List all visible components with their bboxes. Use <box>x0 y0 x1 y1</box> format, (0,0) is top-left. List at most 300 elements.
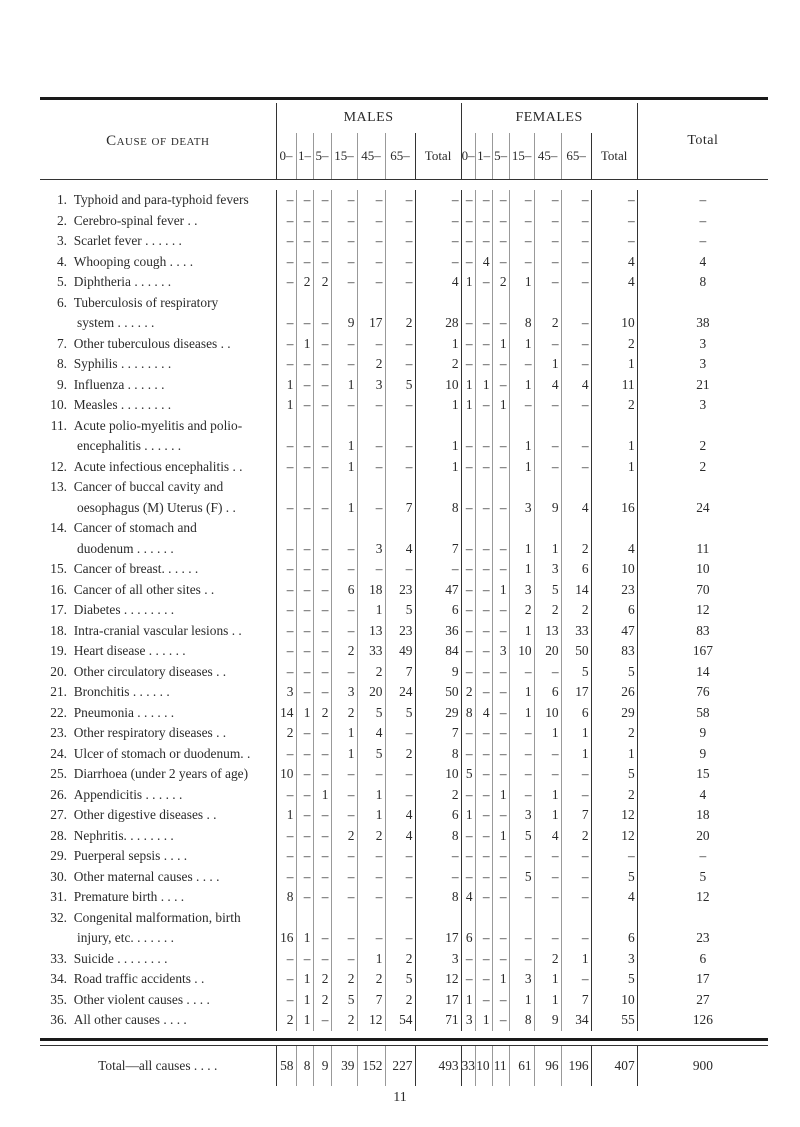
female-count-cell: 26 <box>591 682 637 703</box>
cause-number: 16. <box>50 581 67 597</box>
female-count-cell: – <box>534 887 561 908</box>
row-total-cell <box>637 518 768 539</box>
cause-cell <box>40 334 276 355</box>
row-total-cell: 58 <box>637 703 768 724</box>
cause-number: 18. <box>50 622 67 638</box>
table-row <box>40 190 768 211</box>
row-total-cell: 167 <box>637 641 768 662</box>
female-count-cell <box>475 477 492 498</box>
row-total-cell <box>637 908 768 929</box>
female-count-cell: – <box>492 211 509 232</box>
male-count-cell: – <box>385 231 415 252</box>
male-count-cell: 6 <box>331 580 357 601</box>
female-count-cell <box>561 293 591 314</box>
cause-number: 24. <box>50 745 67 761</box>
male-count-cell: – <box>296 231 313 252</box>
male-count-cell: – <box>415 559 461 580</box>
female-count-cell: – <box>475 211 492 232</box>
male-count-cell: – <box>296 641 313 662</box>
female-count-cell <box>561 477 591 498</box>
females-age-header: 0– <box>461 133 475 180</box>
female-count-cell: – <box>475 539 492 560</box>
page-number: 11 <box>393 1090 407 1105</box>
female-count-cell <box>561 908 591 929</box>
male-count-cell: – <box>313 211 331 232</box>
female-count-cell: 3 <box>461 1010 475 1031</box>
male-count-cell: – <box>385 190 415 211</box>
female-count-cell: 4 <box>591 887 637 908</box>
table-row <box>40 498 768 519</box>
male-total-cell: 493 <box>415 1045 461 1086</box>
male-count-cell: – <box>313 539 331 560</box>
row-total-cell: 18 <box>637 805 768 826</box>
male-count-cell: 1 <box>357 785 385 806</box>
male-count-cell: – <box>415 867 461 888</box>
female-count-cell: 23 <box>591 580 637 601</box>
male-count-cell: – <box>276 867 296 888</box>
row-total-cell: 17 <box>637 969 768 990</box>
male-count-cell <box>415 518 461 539</box>
male-count-cell <box>276 477 296 498</box>
cause-label: oesophagus (M) Uterus (F) . . <box>77 499 236 515</box>
female-count-cell: 47 <box>591 621 637 642</box>
female-count-cell <box>534 518 561 539</box>
table-row <box>40 395 768 416</box>
male-count-cell: – <box>357 867 385 888</box>
female-count-cell: 7 <box>561 990 591 1011</box>
row-total-cell: – <box>637 231 768 252</box>
cause-cell <box>40 600 276 621</box>
male-count-cell <box>313 477 331 498</box>
row-total-cell: 12 <box>637 887 768 908</box>
table-row <box>40 272 768 293</box>
cause-cell <box>40 416 276 437</box>
female-count-cell: 3 <box>534 559 561 580</box>
female-count-cell: – <box>461 498 475 519</box>
grand-total-row <box>40 1045 768 1086</box>
female-count-cell: – <box>475 457 492 478</box>
male-count-cell: – <box>313 498 331 519</box>
male-count-cell: – <box>276 272 296 293</box>
female-count-cell: – <box>475 764 492 785</box>
cause-number: 13. <box>50 479 67 495</box>
cause-label: Nephritis. . . . . . . . <box>73 827 174 843</box>
female-count-cell: 5 <box>591 867 637 888</box>
male-count-cell: – <box>296 805 313 826</box>
grand-total-label: Total—all causes . . . . <box>40 1045 276 1086</box>
female-count-cell: – <box>492 190 509 211</box>
female-count-cell: – <box>492 354 509 375</box>
table-row <box>40 375 768 396</box>
table-row <box>40 826 768 847</box>
male-count-cell: – <box>357 334 385 355</box>
female-count-cell <box>461 908 475 929</box>
male-count-cell: – <box>276 641 296 662</box>
female-count-cell: 83 <box>591 641 637 662</box>
male-count-cell: 2 <box>357 826 385 847</box>
female-count-cell: – <box>461 334 475 355</box>
cause-of-death-header: Cause of death <box>40 103 276 180</box>
female-count-cell: 1 <box>461 395 475 416</box>
male-count-cell: – <box>331 887 357 908</box>
cause-cell <box>40 723 276 744</box>
cause-number: 34. <box>50 971 67 987</box>
table-row <box>40 990 768 1011</box>
male-count-cell: 10 <box>415 764 461 785</box>
male-count-cell: – <box>276 354 296 375</box>
male-count-cell: 2 <box>357 354 385 375</box>
table-row <box>40 621 768 642</box>
female-count-cell: 33 <box>561 621 591 642</box>
cause-cell <box>40 887 276 908</box>
male-count-cell: 1 <box>276 805 296 826</box>
female-count-cell: 1 <box>509 539 534 560</box>
male-count-cell: 4 <box>357 723 385 744</box>
female-count-cell: 10 <box>591 559 637 580</box>
male-count-cell: – <box>276 190 296 211</box>
cause-label: Acute polio-myelitis and polio- <box>73 417 243 433</box>
male-count-cell: – <box>357 887 385 908</box>
row-total-cell: 4 <box>637 252 768 273</box>
female-total-cell: 61 <box>509 1045 534 1086</box>
male-count-cell: 1 <box>331 498 357 519</box>
female-count-cell: – <box>475 641 492 662</box>
male-count-cell: – <box>296 887 313 908</box>
male-count-cell: 2 <box>385 990 415 1011</box>
table-row <box>40 252 768 273</box>
female-count-cell: 1 <box>509 621 534 642</box>
cause-label: Suicide . . . . . . . . <box>73 950 168 966</box>
cause-cell <box>40 949 276 970</box>
male-count-cell: – <box>331 928 357 949</box>
female-count-cell: 1 <box>534 539 561 560</box>
cause-label: Scarlet fever . . . . . . <box>73 233 182 249</box>
mortality-table-sheet <box>40 103 768 1086</box>
cause-label: Other tuberculous diseases . . <box>73 335 231 351</box>
male-count-cell: – <box>296 744 313 765</box>
male-total-cell: 58 <box>276 1045 296 1086</box>
male-count-cell: 1 <box>357 949 385 970</box>
female-count-cell <box>591 908 637 929</box>
male-count-cell: 12 <box>357 1010 385 1031</box>
male-count-cell: 1 <box>296 1010 313 1031</box>
male-count-cell <box>331 416 357 437</box>
male-count-cell: 2 <box>331 1010 357 1031</box>
male-count-cell: 5 <box>385 969 415 990</box>
female-count-cell: 1 <box>534 785 561 806</box>
male-count-cell: – <box>313 600 331 621</box>
male-count-cell <box>313 293 331 314</box>
cause-number: 21. <box>50 684 67 700</box>
table-row <box>40 477 768 498</box>
male-count-cell: – <box>331 272 357 293</box>
female-count-cell: 4 <box>591 272 637 293</box>
row-total-cell: 6 <box>637 949 768 970</box>
cause-label: Puerperal sepsis . . . . <box>73 848 188 864</box>
male-count-cell: – <box>331 539 357 560</box>
female-count-cell: 10 <box>534 703 561 724</box>
male-count-cell: 1 <box>415 436 461 457</box>
row-total-cell: 15 <box>637 764 768 785</box>
female-count-cell: – <box>591 190 637 211</box>
cause-cell <box>40 211 276 232</box>
male-count-cell: – <box>276 969 296 990</box>
female-count-cell: – <box>492 744 509 765</box>
female-count-cell: – <box>492 252 509 273</box>
males-age-header: 0– <box>276 133 296 180</box>
female-count-cell: 3 <box>509 805 534 826</box>
male-count-cell: – <box>385 395 415 416</box>
male-count-cell <box>296 477 313 498</box>
male-count-cell: – <box>296 457 313 478</box>
table-row <box>40 600 768 621</box>
table-row <box>40 518 768 539</box>
male-count-cell: 1 <box>276 375 296 396</box>
cause-cell <box>40 682 276 703</box>
cause-label: Other circulatory diseases . . <box>73 663 227 679</box>
male-count-cell: – <box>415 211 461 232</box>
cause-cell <box>40 1010 276 1031</box>
female-count-cell: 5 <box>534 580 561 601</box>
female-count-cell: 7 <box>561 805 591 826</box>
female-count-cell: – <box>561 887 591 908</box>
male-total-cell: 9 <box>313 1045 331 1086</box>
female-count-cell <box>492 518 509 539</box>
female-count-cell: 1 <box>591 744 637 765</box>
male-count-cell: 5 <box>357 703 385 724</box>
female-count-cell <box>461 518 475 539</box>
female-count-cell: – <box>534 744 561 765</box>
female-count-cell: 3 <box>509 580 534 601</box>
male-count-cell: – <box>331 252 357 273</box>
male-count-cell: – <box>357 395 385 416</box>
male-count-cell: 2 <box>331 826 357 847</box>
male-count-cell: 2 <box>415 354 461 375</box>
male-count-cell: – <box>313 559 331 580</box>
female-count-cell: – <box>492 559 509 580</box>
male-count-cell: – <box>357 559 385 580</box>
cause-label: Other digestive diseases . . <box>73 807 217 823</box>
male-count-cell: 5 <box>385 375 415 396</box>
cause-cell <box>40 231 276 252</box>
female-count-cell: – <box>534 211 561 232</box>
female-count-cell: 2 <box>534 949 561 970</box>
female-total-cell: 11 <box>492 1045 509 1086</box>
female-count-cell: 4 <box>591 252 637 273</box>
female-count-cell: – <box>492 457 509 478</box>
male-count-cell: 9 <box>331 313 357 334</box>
cause-label: Pneumonia . . . . . . <box>73 704 175 720</box>
male-count-cell: 8 <box>415 744 461 765</box>
male-count-cell: – <box>385 436 415 457</box>
row-total-cell: 14 <box>637 662 768 683</box>
male-count-cell: – <box>331 949 357 970</box>
females-header: FEMALES <box>461 103 637 133</box>
row-total-cell: 9 <box>637 744 768 765</box>
female-count-cell: 6 <box>534 682 561 703</box>
female-count-cell: – <box>475 867 492 888</box>
female-count-cell: – <box>475 559 492 580</box>
female-count-cell: – <box>475 354 492 375</box>
female-count-cell: – <box>475 498 492 519</box>
female-count-cell <box>461 416 475 437</box>
table-row <box>40 1010 768 1031</box>
male-count-cell: 29 <box>415 703 461 724</box>
female-count-cell: – <box>461 949 475 970</box>
male-count-cell: 6 <box>415 600 461 621</box>
male-count-cell: – <box>296 559 313 580</box>
male-count-cell: 2 <box>313 969 331 990</box>
cause-cell <box>40 539 276 560</box>
female-count-cell <box>591 518 637 539</box>
female-count-cell: – <box>475 436 492 457</box>
male-count-cell: – <box>385 846 415 867</box>
male-count-cell: 1 <box>296 334 313 355</box>
male-count-cell <box>331 293 357 314</box>
female-count-cell: 3 <box>509 498 534 519</box>
cause-label: system . . . . . . <box>77 315 155 331</box>
cause-label: Ulcer of stomach or duodenum. . <box>73 745 251 761</box>
female-count-cell <box>492 293 509 314</box>
row-total-cell: 27 <box>637 990 768 1011</box>
female-count-cell: 12 <box>591 805 637 826</box>
female-count-cell: 2 <box>591 395 637 416</box>
male-count-cell: – <box>331 764 357 785</box>
female-count-cell: – <box>561 457 591 478</box>
male-count-cell: – <box>357 211 385 232</box>
female-count-cell: 9 <box>534 498 561 519</box>
table-row <box>40 682 768 703</box>
female-count-cell: 2 <box>591 334 637 355</box>
cause-cell <box>40 252 276 273</box>
row-total-cell: 8 <box>637 272 768 293</box>
table-row <box>40 641 768 662</box>
male-count-cell: 10 <box>415 375 461 396</box>
row-total-cell: 9 <box>637 723 768 744</box>
male-count-cell: – <box>331 621 357 642</box>
row-total-cell: 24 <box>637 498 768 519</box>
female-count-cell: 2 <box>561 826 591 847</box>
female-count-cell: – <box>509 744 534 765</box>
male-count-cell: – <box>415 252 461 273</box>
female-count-cell: 34 <box>561 1010 591 1031</box>
row-total-cell: 21 <box>637 375 768 396</box>
female-count-cell: 4 <box>591 539 637 560</box>
male-count-cell <box>385 293 415 314</box>
cause-number: 19. <box>50 643 67 659</box>
female-count-cell: – <box>509 231 534 252</box>
female-count-cell: – <box>461 600 475 621</box>
female-count-cell: 1 <box>509 703 534 724</box>
female-count-cell: – <box>561 190 591 211</box>
male-count-cell: – <box>296 949 313 970</box>
female-count-cell: 4 <box>534 375 561 396</box>
female-count-cell: – <box>475 805 492 826</box>
cause-label: Cancer of breast. . . . . . <box>73 561 199 577</box>
cause-number: 6. <box>56 294 67 310</box>
female-count-cell: 5 <box>509 826 534 847</box>
male-count-cell: – <box>276 252 296 273</box>
male-count-cell: – <box>296 436 313 457</box>
females-age-header: 65– <box>561 133 591 180</box>
females-age-header: Total <box>591 133 637 180</box>
female-count-cell <box>534 908 561 929</box>
male-count-cell: 16 <box>276 928 296 949</box>
row-total-cell: 3 <box>637 334 768 355</box>
female-count-cell: – <box>492 887 509 908</box>
female-count-cell: – <box>461 252 475 273</box>
male-count-cell: 4 <box>385 805 415 826</box>
row-total-cell: 12 <box>637 600 768 621</box>
female-count-cell: 1 <box>492 395 509 416</box>
male-count-cell <box>296 416 313 437</box>
female-count-cell: – <box>461 211 475 232</box>
cause-label: Cerebro-spinal fever . . <box>73 212 198 228</box>
male-count-cell: – <box>296 580 313 601</box>
female-count-cell <box>534 416 561 437</box>
table-row <box>40 231 768 252</box>
cause-number: 12. <box>50 458 67 474</box>
female-count-cell <box>561 416 591 437</box>
male-count-cell: 18 <box>357 580 385 601</box>
female-count-cell: 50 <box>561 641 591 662</box>
female-count-cell: 5 <box>561 662 591 683</box>
female-count-cell: – <box>561 272 591 293</box>
female-count-cell: 10 <box>591 990 637 1011</box>
male-count-cell: 2 <box>313 703 331 724</box>
female-count-cell: – <box>475 313 492 334</box>
male-count-cell: 2 <box>385 313 415 334</box>
female-count-cell: 1 <box>534 969 561 990</box>
row-total-cell: 23 <box>637 928 768 949</box>
cause-label: Other maternal causes . . . . <box>73 868 220 884</box>
female-count-cell: 1 <box>561 723 591 744</box>
female-count-cell <box>509 416 534 437</box>
cause-label: Premature birth . . . . <box>73 889 185 905</box>
row-total-cell: 3 <box>637 354 768 375</box>
male-count-cell: 3 <box>276 682 296 703</box>
cause-cell <box>40 846 276 867</box>
male-count-cell: 7 <box>415 539 461 560</box>
female-count-cell <box>492 477 509 498</box>
male-count-cell: – <box>331 211 357 232</box>
female-count-cell <box>492 416 509 437</box>
male-count-cell <box>331 908 357 929</box>
male-count-cell: – <box>276 539 296 560</box>
female-count-cell: 3 <box>591 949 637 970</box>
male-count-cell: – <box>276 949 296 970</box>
female-count-cell: 1 <box>561 949 591 970</box>
male-count-cell: – <box>313 252 331 273</box>
male-count-cell <box>296 908 313 929</box>
male-count-cell: 2 <box>331 641 357 662</box>
row-total-cell: – <box>637 211 768 232</box>
male-count-cell: 4 <box>385 826 415 847</box>
female-count-cell: – <box>534 928 561 949</box>
male-count-cell <box>357 416 385 437</box>
male-count-cell: 1 <box>331 436 357 457</box>
female-count-cell: – <box>534 457 561 478</box>
female-count-cell: 13 <box>534 621 561 642</box>
cause-cell <box>40 703 276 724</box>
female-count-cell: – <box>461 539 475 560</box>
female-count-cell <box>492 908 509 929</box>
male-count-cell <box>276 293 296 314</box>
male-count-cell: – <box>313 621 331 642</box>
female-count-cell: – <box>475 990 492 1011</box>
male-count-cell: – <box>313 313 331 334</box>
cause-cell <box>40 805 276 826</box>
